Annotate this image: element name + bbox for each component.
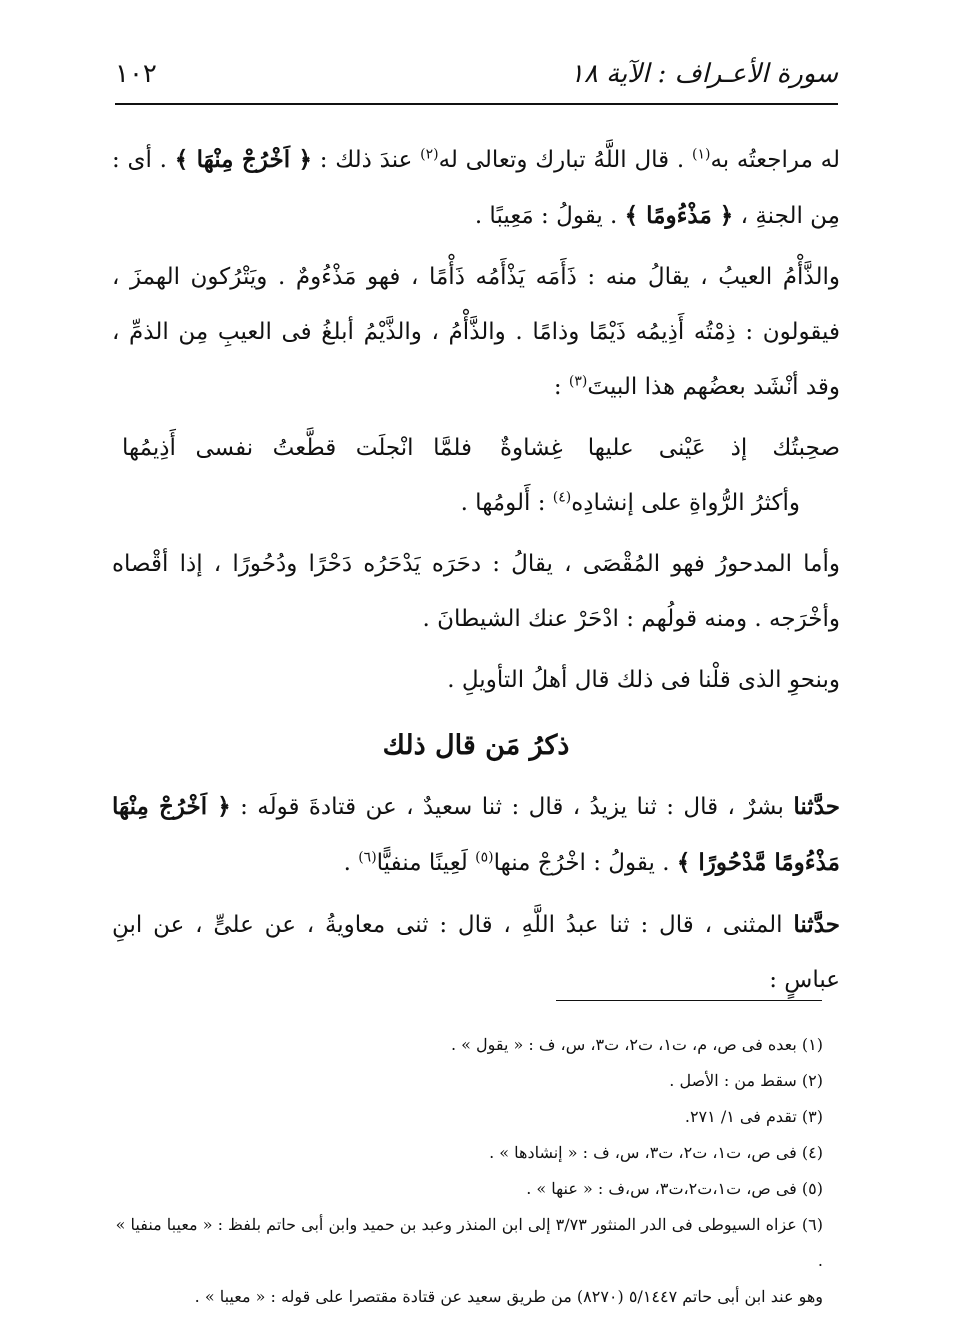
footnote-3: (٣) تقدم فى ١/ ٢٧١. (684, 1107, 823, 1126)
footnote-ref-1: (١) (691, 146, 711, 163)
verse-first-hemistich: صحِبتُك إذ عَيْنى عليها غِشاوةٌ (500, 435, 840, 461)
hadith-opening: حدَّثنا (793, 911, 840, 938)
footnote-ref-4: (٤) (552, 489, 572, 506)
footnote-rule (556, 1000, 822, 1001)
footnote-6: (٦) عزاه السيوطى فى الدر المنثور ٣/٧٣ إلى ابن المنذر وعبد بن حميد وابن أبى حاتم بلفظ : « معيبا منفيا » . (115, 1215, 823, 1270)
footnote-6-continuation: وهو عند ابن أبى حاتم ٥/١٤٤٧ (٨٢٧٠) من طريق سعيد عن قتادة مقتصرا على قوله : « معيبا » . (194, 1287, 823, 1306)
footnote-ref-5: (٥) (475, 849, 494, 866)
paragraph-2: والذَّأْمُ العيبُ ، يقالُ منه : ذَأَمَه يَذْأَمُه ذَأْمًا ، فهو مَذْءُومٌ . ويَتْرُكون الهمزَ ، فيقولون : ذِمْتُه أَذِيمُه ذَيْمًا وذامًا . والذَّأْمُ ، والذَّيْمُ أبلغُ فى العيبِ مِن الذمِّ ، وقد أنْشَد بعضُهم هذا البيتَ$^{(٣)}$ : (112, 264, 840, 400)
footnotes (112, 1027, 823, 1315)
paragraph-7: حدَّثنا المثنى ، قال : ثنا عبدُ اللَّهِ ، قال : ثنى معاويةُ ، عن علىٍّ ، عن ابنِ عباسٍ : (112, 911, 840, 993)
quran-quote: ﴿ مَذْءُومًا ﴾ (624, 202, 734, 229)
footnote-2: (٢) سقط من : الأصل . (669, 1071, 823, 1090)
paragraph-5: وبنحوِ الذى قلْنا فى ذلك قال أهلُ التأويلِ . (447, 667, 840, 693)
section-heading: ذكرُ مَن قال ذلك (382, 730, 570, 761)
footnote-ref-6: (٦) (358, 849, 377, 866)
footnote-ref-3: (٣) (568, 373, 588, 390)
footnote-5: (٥) فى ص، ت١،ت٢،ت٣، س،ف : « عنها » . (526, 1179, 823, 1198)
paragraph-4: وأما المدحورُ فهو المُقْصَى ، يقالُ : دحَرَه يَدْحَرُه دَحْرًا ودُحُورًا ، إذا أقْصاه وأخْرَجه . ومنه قولُهم : ادْحَرْ عنك الشيطانَ . (112, 551, 840, 632)
header-rule (115, 103, 838, 105)
hadith-opening: حدَّثنا (793, 793, 840, 820)
quran-quote: ﴿ اَخْرُجْ مِنْهَا مَذْءُومًا مَّدْحُورًا ﴾ (112, 793, 840, 876)
verse-second-hemistich: فلمَّا انْجلَت قطَّعتُ نفسى أَذِيمُها (122, 435, 472, 461)
quran-quote: ﴿ اَخْرُجْ مِنْهَا ﴾ (174, 146, 312, 173)
main-text (112, 132, 840, 1008)
poetry-verse (112, 421, 840, 476)
page-number: ١٠٢ (115, 59, 157, 89)
footnote-4: (٤) فى ص، ت١، ت٢، ت٣، س، ف : « إنشادها » . (489, 1143, 823, 1162)
paragraph-3: وأكثرُ الرُّواةِ على إنشادِه$^{(٤)}$ : أَلومُها . (460, 489, 800, 516)
paragraph-6: حدَّثنا بشرٌ ، قال : ثنا يزيدُ ، قال : ثنا سعيدٌ ، عن قتادةَ قولَه : ﴿ اَخْرُجْ مِنْهَا مَذْءُومًا مَّدْحُورًا ﴾ . يقولُ : اخْرُجْ منها$^{(٥)}$ لَعِينًا منفيًّا$^{(٦)}$ . (112, 793, 840, 876)
page-header (115, 52, 838, 96)
footnote-1: (١) بعده فى ص، م، ت١، ت٢، ت٣، س، ف : « يقول » . (450, 1035, 823, 1054)
running-head-surah: سورة الأعـراف : الآية ١٨ (569, 59, 838, 89)
paragraph-1: له مراجعتُه به$^{(١)}$ . قال اللَّهُ تبارك وتعالى له$^{(٢)}$ عندَ ذلك : ﴿ اَخْرُجْ مِنْهَا ﴾ . أى : مِن الجنةِ ، ﴿ مَذْءُومًا ﴾ . يقولُ : مَعِيبًا . (112, 146, 840, 229)
footnote-ref-2: (٢) (420, 146, 439, 163)
